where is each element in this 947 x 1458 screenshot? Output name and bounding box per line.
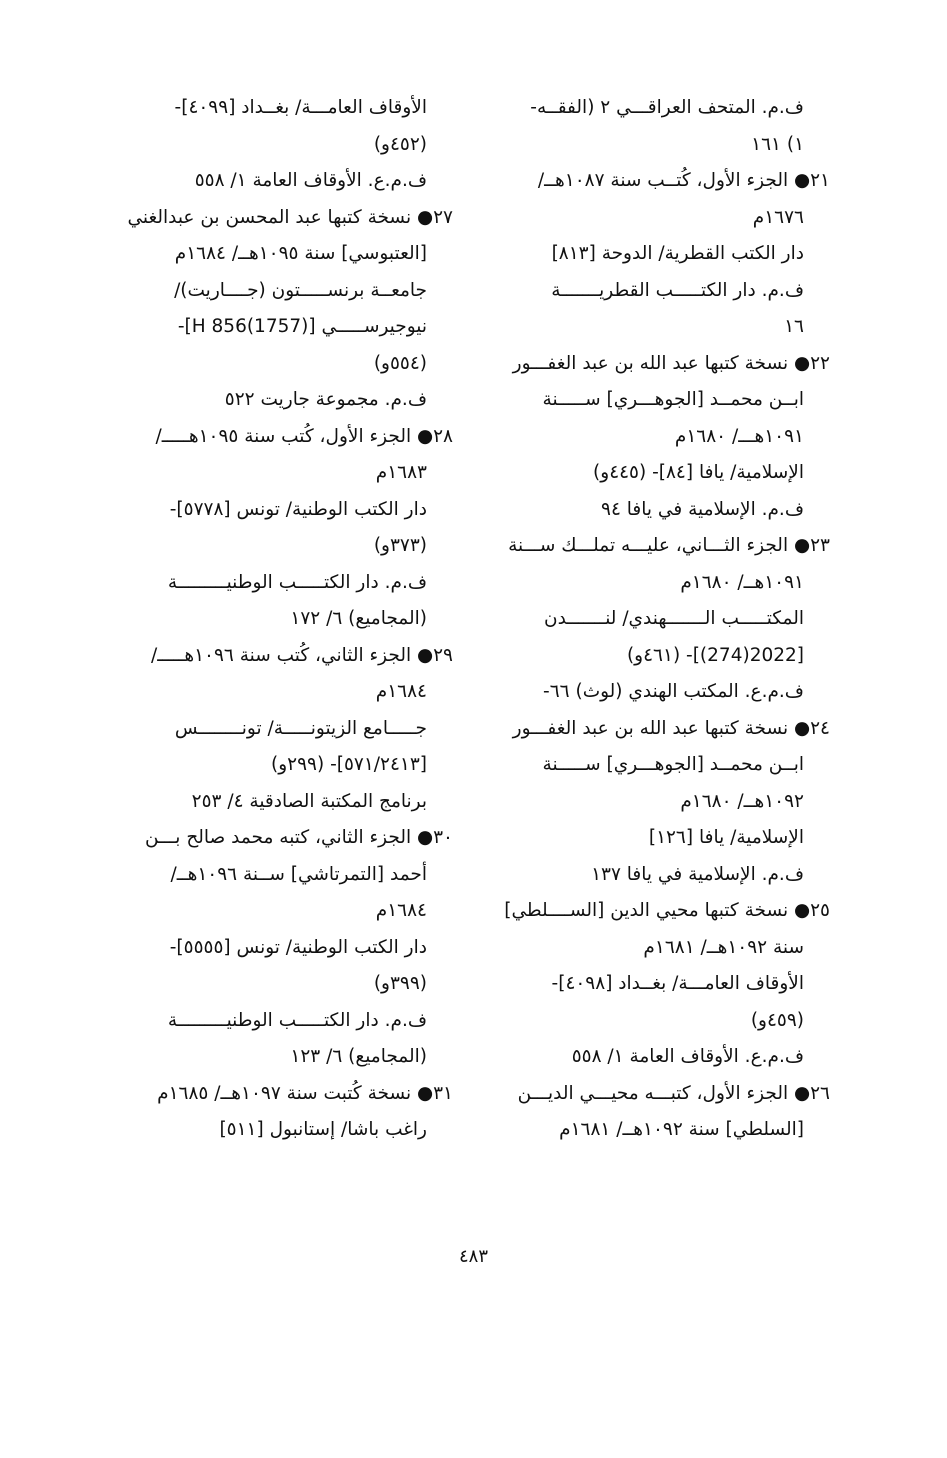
text-line: ف.م. دار الكتـــــب الوطنيـــــــــة bbox=[167, 1009, 427, 1031]
text-line: ٢٧● نسخة كتبها عبد المحسن بن عبدالغني bbox=[127, 206, 453, 228]
text-line: ١٦٨٤م bbox=[375, 900, 427, 921]
text-line: ١) ١٦١ bbox=[751, 133, 804, 155]
text-line: ابــن محمــد [الجوهـــري] ســـــنة bbox=[542, 754, 804, 775]
text-line: (المجاميع) ٦/ ١٧٢ bbox=[290, 608, 427, 629]
text-line: ٢٢● نسخة كتبها عبد الله بن عبد الغفـــور bbox=[512, 352, 830, 374]
text-line: (٥٥٤و) bbox=[373, 352, 427, 374]
text-line: (المجاميع) ٦/ ١٢٣ bbox=[290, 1046, 427, 1067]
text-line: ١٦ bbox=[784, 316, 804, 337]
text-line: ف.م.ع. المكتب الهندي (لوث) ٦٦- bbox=[543, 681, 804, 702]
text-line: الإسلامية/ يافا [١٢٦] bbox=[648, 827, 804, 848]
text-line: ف.م. المتحف العراقـــي ٢ (الفقــه- bbox=[530, 97, 804, 118]
text-line: ٢٥● نسخة كتبها محيي الدين [الســــلطي] bbox=[504, 900, 830, 921]
text-line: ٢٤● نسخة كتبها عبد الله بن عبد الغفـــور bbox=[512, 717, 830, 739]
text-line: سنة ١٠٩٢هــ/ ١٦٨١م bbox=[643, 936, 804, 958]
text-line: (٣٩٩و) bbox=[373, 973, 427, 994]
text-line: [٥٧١/٢٤١٣]- (٢٩٩و) bbox=[271, 754, 427, 775]
text-line: أحمد [التمرتاشي] ســنة ١٠٩٦هــ/ bbox=[170, 863, 427, 885]
text-line: ١٦٧٦م bbox=[752, 206, 804, 228]
left-column bbox=[108, 90, 453, 1149]
text-line: ف.م. الإسلامية في يافا ٩٤ bbox=[601, 498, 804, 520]
text-line: ف.م. دار الكتـــــب القطريـــــــة bbox=[551, 279, 804, 301]
text-line: الإسلامية/ يافا [٨٤]- (٤٤٥و) bbox=[593, 462, 804, 483]
text-line: ٢٩● الجزء الثاني، كُتب سنة ١٠٩٦هـــــ/ bbox=[151, 644, 453, 666]
text-line: ١٦٨٣م bbox=[375, 462, 427, 483]
text-line: دار الكتب الوطنية/ تونس [٥٧٧٨]- bbox=[169, 498, 427, 520]
text-line: برنامج المكتبة الصادقية ٤/ ٢٥٣ bbox=[191, 790, 427, 812]
text-line: الأوقاف العامـــة/ بغــداد [٤٠٩٩]- bbox=[174, 97, 427, 118]
text-line: [2022(274)]- (٤٦١و) bbox=[626, 644, 804, 666]
text-line: (٤٥٩و) bbox=[750, 1009, 804, 1031]
text-line: ف.م. الإسلامية في يافا ١٣٧ bbox=[591, 863, 804, 885]
text-line: ف.م.ع. الأوقاف العامة ١/ ٥٥٨ bbox=[194, 170, 427, 191]
text-line: ١٠٩١هـــ/ ١٦٨٠م bbox=[674, 425, 804, 447]
text-line: (٣٧٣و) bbox=[373, 535, 427, 556]
text-line: ف.م. مجموعة جاريت ٥٢٢ bbox=[224, 389, 427, 410]
text-line: دار الكتب القطرية/ الدوحة [٨١٣] bbox=[551, 243, 804, 264]
text-line: المكتـــــب الـــــــهندي/ لنـــــــدن bbox=[543, 608, 804, 629]
text-line: جـــــامع الزيتونـــــة/ تونــــــــس bbox=[174, 717, 427, 739]
text-line: الأوقاف العامـــة/ بغــداد [٤٠٩٨]- bbox=[551, 973, 804, 994]
text-line: ابــن محمــد [الجوهـــري] ســـــنة bbox=[542, 389, 804, 410]
text-line: ٢١● الجزء الأول، كُتــب سنة ١٠٨٧هــ/ bbox=[537, 170, 830, 191]
text-line: ١٦٨٤م bbox=[375, 681, 427, 702]
text-line: [العتبوسي] سنة ١٠٩٥هــ/ ١٦٨٤م bbox=[174, 243, 427, 264]
text-line: نيوجيرســـــي [H 856(1757)]- bbox=[177, 316, 427, 337]
text-line: جامعــة برنســـــتون (جــــاريت)/ bbox=[174, 279, 427, 301]
text-line: ٢٣● الجزء الثـــاني، عليـــه تملـــك ســـنة bbox=[508, 535, 830, 556]
text-line: ٢٨● الجزء الأول، كُتب سنة ١٠٩٥هـــــ/ bbox=[155, 425, 453, 447]
text-line: (٤٥٢و) bbox=[373, 133, 427, 155]
text-line: ف.م.ع. الأوقاف العامة ١/ ٥٥٨ bbox=[571, 1046, 804, 1067]
page-number: ٤٨٣ bbox=[458, 1246, 488, 1267]
text-line: ١٠٩٢هــ/ ١٦٨٠م bbox=[680, 790, 804, 812]
text-line: ٣٠● الجزء الثاني، كتبه محمد صالح بـــن bbox=[144, 827, 453, 848]
text-line: راغب باشا/ إستانبول [٥١١] bbox=[219, 1119, 427, 1140]
text-line: ٣١● نسخة كُتبت سنة ١٠٩٧هــ/ ١٦٨٥م bbox=[157, 1082, 453, 1104]
text-line: دار الكتب الوطنية/ تونس [٥٥٥٥]- bbox=[169, 936, 427, 958]
text-line: ف.م. دار الكتـــــب الوطنيـــــــــة bbox=[167, 571, 427, 593]
right-column bbox=[485, 90, 830, 1149]
text-line: [السلطي] سنة ١٠٩٢هــ/ ١٦٨١م bbox=[559, 1119, 804, 1140]
text-line: ٢٦● الجزء الأول، كتبـــه محيـــي الديـــن bbox=[517, 1082, 830, 1104]
text-line: ١٠٩١هــ/ ١٦٨٠م bbox=[680, 571, 804, 593]
